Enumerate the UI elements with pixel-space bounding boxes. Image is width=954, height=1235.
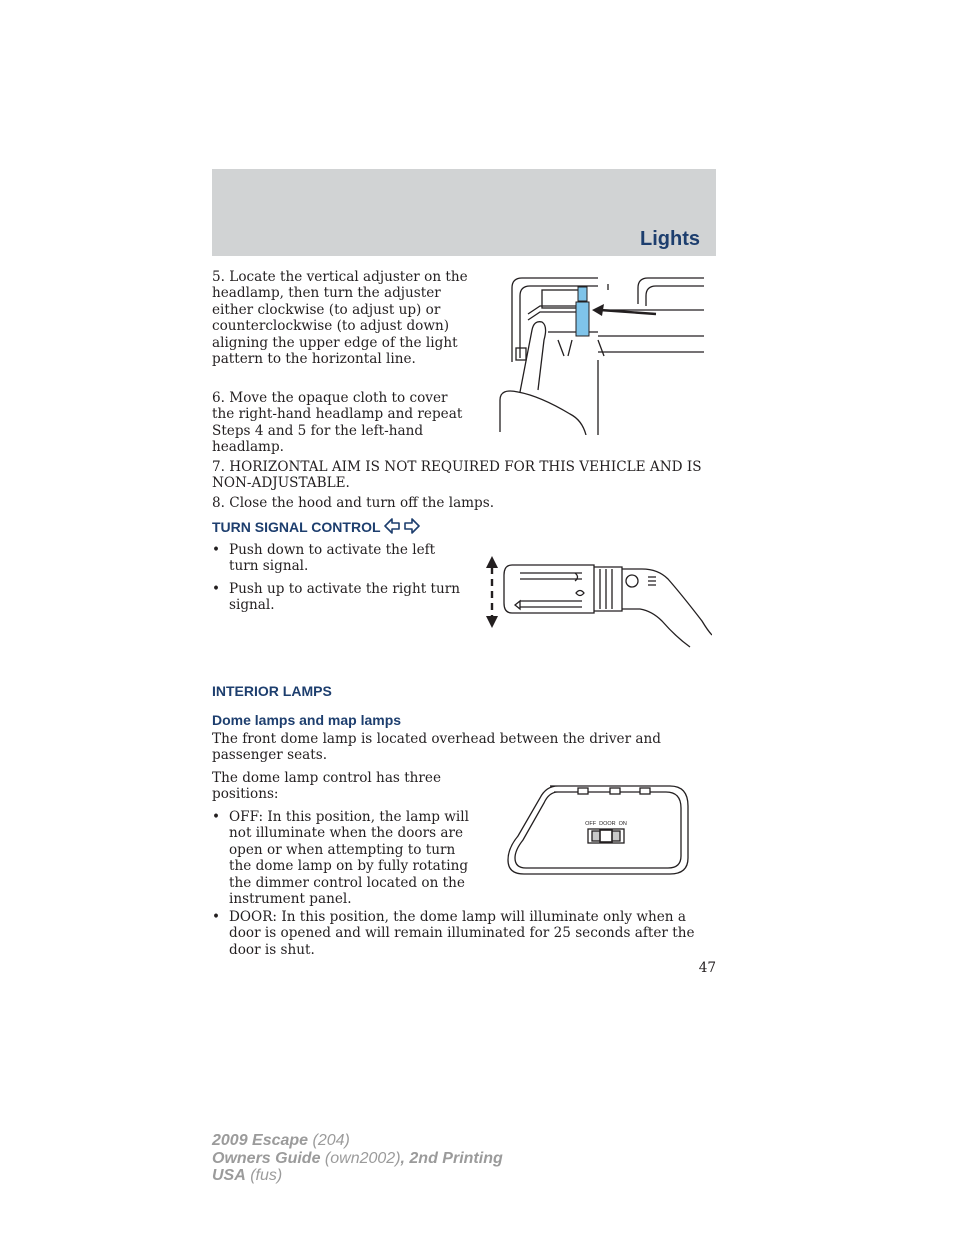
dome-off-bullet: • OFF: In this position, the lamp will not illuminate when the doors are open or when attempting to turn the dome lamp on by fully rotating the dimmer control located on the instrument panel. — [212, 809, 469, 908]
footer-line-3: USA (fus) — [212, 1167, 283, 1184]
dome-lamp-positions-text: The dome lamp control has three positions: — [212, 770, 442, 803]
dome-lamp-location-text: The front dome lamp is located overhead between the driver and passenger seats. — [212, 731, 661, 764]
footer-line-2: Owners Guide (own2002), 2nd Printing — [212, 1149, 503, 1167]
turn-signal-stalk-illustration — [482, 555, 712, 650]
headlamp-adjuster-illustration — [498, 270, 706, 435]
header-band — [212, 169, 716, 256]
footer-line-1: 2009 Escape (204) — [212, 1132, 350, 1149]
page-number: 47 — [698, 960, 716, 976]
dome-lamps-subheading: Dome lamps and map lamps — [212, 712, 402, 728]
turn-signal-bullet-left: • Push down to activate the left turn signal. — [212, 542, 436, 575]
step-6: 6. Move the opaque cloth to cover the right-hand headlamp and repeat Steps 4 and 5 for the left-hand headlamp. — [212, 390, 463, 456]
dome-switch-labels: OFF DOOR ON — [585, 821, 627, 827]
dome-lamp-illustration — [506, 784, 690, 876]
page-title: Lights — [640, 228, 700, 250]
turn-signal-heading — [212, 517, 420, 535]
footer — [212, 1132, 503, 1185]
step-8: 8. Close the hood and turn off the lamps. — [212, 495, 495, 511]
dome-door-bullet: • DOOR: In this position, the dome lamp will illuminate only when a door is opened and will remain illuminated for 25 seconds after the door is shut. — [212, 909, 695, 958]
step-7: 7. HORIZONTAL AIM IS NOT REQUIRED FOR THIS VEHICLE AND IS NON-ADJUSTABLE. — [212, 459, 702, 492]
turn-signal-heading-text: TURN SIGNAL CONTROL — [212, 519, 381, 535]
turn-signal-arrows-icon — [384, 517, 420, 535]
interior-lamps-heading: INTERIOR LAMPS — [212, 683, 332, 699]
turn-signal-bullet-right: • Push up to activate the right turn signal. — [212, 581, 460, 614]
step-5: 5. Locate the vertical adjuster on the headlamp, then turn the adjuster either clockwise (to adjust up) or counterclockwise (to adjust down) aligning the upper edge of the light pattern to the horizontal line. — [212, 269, 468, 368]
